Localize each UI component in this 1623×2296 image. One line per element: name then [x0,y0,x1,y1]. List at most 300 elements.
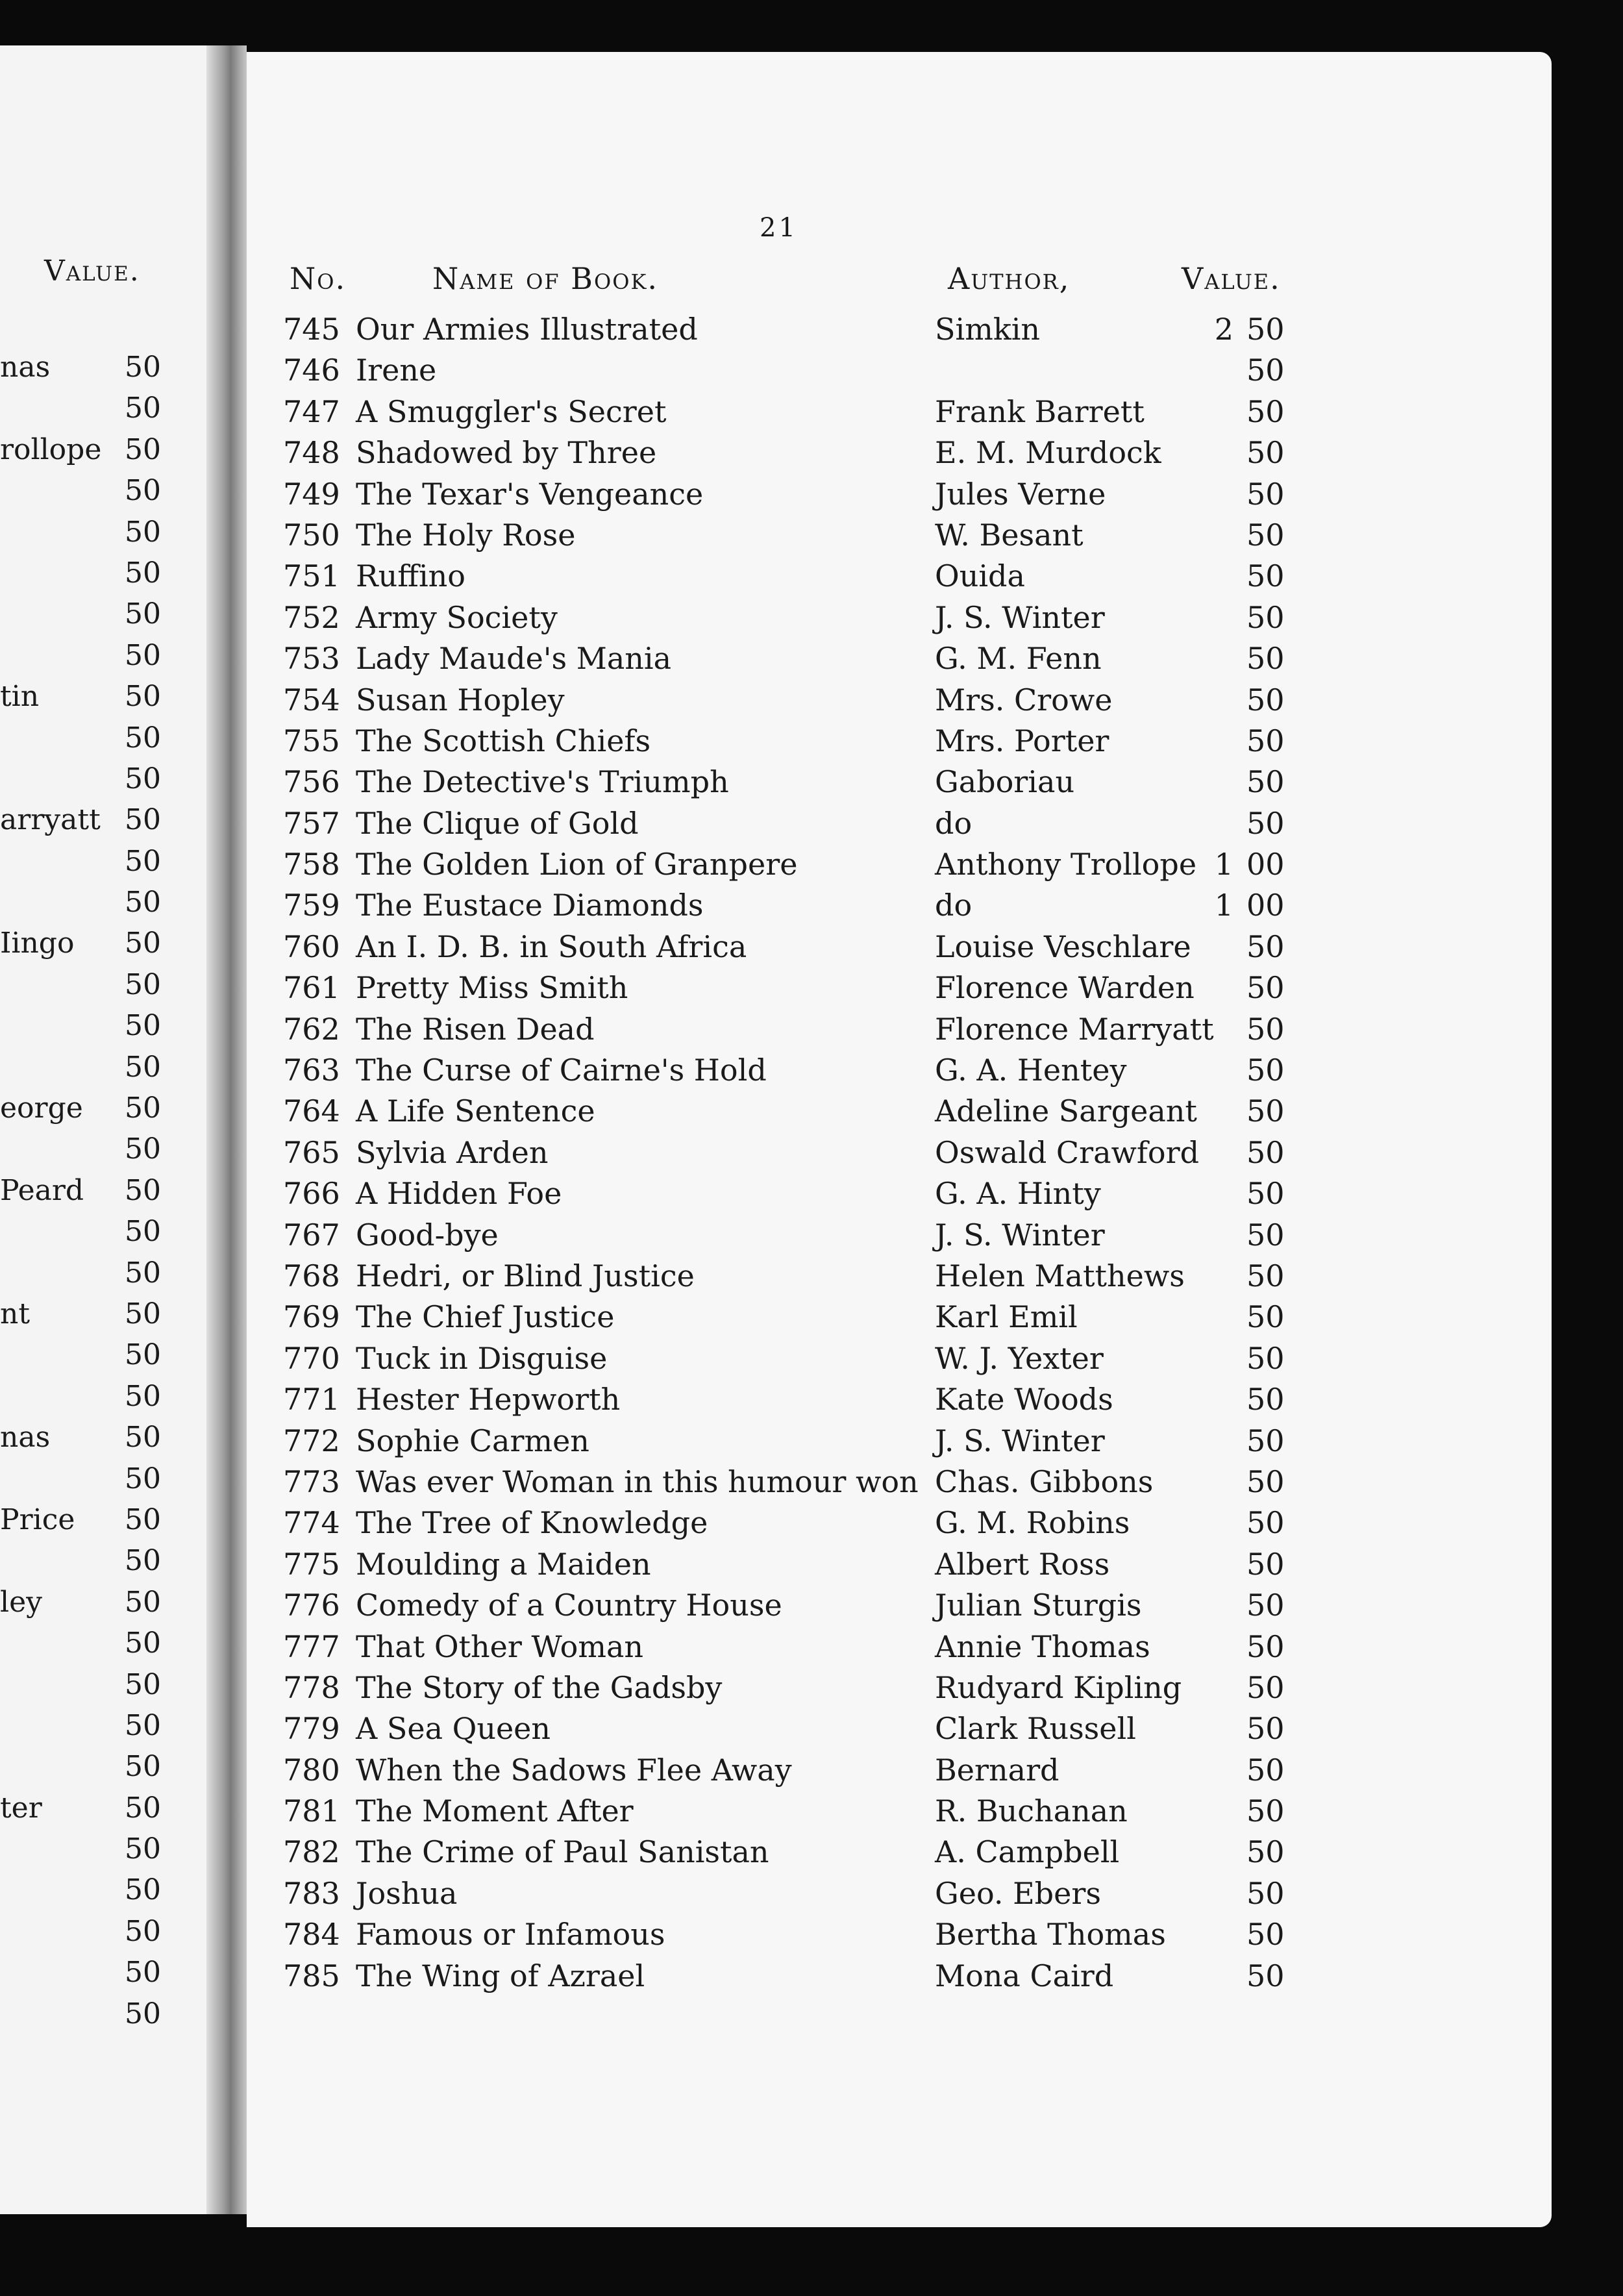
book-title: Moulding a Maiden [356,1546,651,1582]
value-cents: 50 [1246,764,1285,800]
left-row-value: 50 [125,844,161,878]
book-author: W. Besant [935,517,1084,553]
left-row [0,1503,206,1544]
book-title: The Scottish Chiefs [356,723,651,758]
value-cents: 50 [1246,1134,1285,1170]
left-row-value: 50 [125,721,161,755]
value-cents: 50 [1246,393,1285,429]
left-row-value: 50 [125,1173,161,1207]
left-row [0,556,206,597]
book-title: The Chief Justice [356,1299,615,1335]
book-author: Simkin [935,312,1041,347]
book-title: Hedri, or Blind Justice [356,1258,695,1293]
book-number: 773 [283,1464,340,1499]
value-cents: 50 [1246,1093,1285,1129]
book-title: Famous or Infamous [356,1917,665,1953]
left-row-fragment: nas [0,1421,51,1454]
book-number: 745 [283,312,340,347]
value-cents: 50 [1246,435,1285,471]
left-row-value: 50 [125,638,161,672]
book-author: Annie Thomas [935,1628,1150,1664]
book-number: 758 [283,847,340,882]
book-number: 766 [283,1176,340,1212]
book-title: An I. D. B. in South Africa [356,929,747,964]
value-cents: 50 [1246,641,1285,677]
book-number: 783 [283,1875,340,1911]
value-cents: 50 [1246,1752,1285,1788]
book-title: Susan Hopley [356,682,565,718]
left-row [0,597,206,638]
table-row [247,558,1552,599]
table-row [247,1547,1552,1588]
left-row-fragment: ter [0,1791,42,1825]
table-row [247,1588,1552,1628]
book-title: A Life Sentence [356,1093,595,1129]
book-title: The Texar's Vengeance [356,476,704,512]
left-row [0,1256,206,1297]
book-list [247,312,1552,1999]
table-row [247,477,1552,518]
value-cents: 50 [1246,1958,1285,1993]
left-row-value: 50 [125,515,161,549]
book-number: 774 [283,1505,340,1541]
book-number: 771 [283,1382,340,1417]
book-number: 755 [283,723,340,758]
value-cents: 50 [1246,558,1285,594]
left-row [0,1791,206,1832]
left-row [0,1051,206,1092]
book-title: Ruffino [356,558,465,594]
book-number: 763 [283,1053,340,1088]
book-title: Sophie Carmen [356,1423,589,1458]
value-cents: 50 [1246,805,1285,841]
book-number: 761 [283,970,340,1006]
book-number: 785 [283,1958,340,1993]
left-row-fragment: nt [0,1297,31,1330]
left-row-value: 50 [125,556,161,590]
left-row-value: 50 [125,1708,161,1742]
book-author: G. M. Robins [935,1505,1130,1541]
left-row-value: 50 [125,1956,161,1990]
left-row-value: 50 [125,1421,161,1454]
book-number: 760 [283,929,340,964]
value-cents: 50 [1246,1669,1285,1705]
table-row [247,1012,1552,1053]
left-row [0,1873,206,1914]
book-author: Frank Barrett [935,393,1145,429]
table-row [247,1958,1552,1999]
book-title: When the Sadows Flee Away [356,1752,792,1788]
book-author: G. M. Fenn [935,641,1102,677]
table-row [247,888,1552,929]
book-number: 770 [283,1340,340,1376]
table-row [247,1176,1552,1217]
book-title: Army Society [356,599,558,635]
left-row-value: 50 [125,680,161,714]
left-row [0,516,206,556]
table-row [247,1876,1552,1917]
book-number: 759 [283,888,340,923]
left-row-fragment: tin [0,680,40,714]
book-title: The Detective's Triumph [356,764,729,800]
left-row [0,1750,206,1791]
value-cents: 50 [1246,599,1285,635]
book-number: 754 [283,682,340,718]
book-title: The Golden Lion of Granpere [356,847,798,882]
book-number: 764 [283,1093,340,1129]
book-author: Albert Ross [935,1546,1110,1582]
header-author: Author, [948,261,1071,296]
book-title: The Eustace Diamonds [356,888,704,923]
left-row [0,1215,206,1256]
value-cents: 50 [1246,1382,1285,1417]
book-author: G. A. Hinty [935,1176,1101,1212]
left-row-value: 50 [125,967,161,1001]
book-author: E. M. Murdock [935,435,1161,471]
book-number: 772 [283,1423,340,1458]
left-row-fragment: Peard [0,1173,84,1207]
book-author: Florence Marryatt [935,1011,1214,1047]
book-number: 750 [283,517,340,553]
book-author: Helen Matthews [935,1258,1185,1293]
book-title: Pretty Miss Smith [356,970,628,1006]
book-author: Bertha Thomas [935,1917,1166,1953]
right-page [247,52,1552,2227]
left-row [0,1832,206,1873]
value-cents: 50 [1246,1258,1285,1293]
left-row [0,1092,206,1132]
table-row [247,312,1552,353]
left-row-value: 50 [125,886,161,919]
left-row [0,1338,206,1379]
book-number: 782 [283,1834,340,1870]
left-row [0,927,206,967]
value-dollars: 2 [1214,312,1233,347]
value-cents: 00 [1246,847,1285,882]
value-dollars: 1 [1214,888,1233,923]
value-cents: 50 [1246,1628,1285,1664]
book-title: The Clique of Gold [356,805,639,841]
value-cents: 50 [1246,312,1285,347]
left-row-value: 50 [125,1750,161,1784]
table-row [247,929,1552,970]
left-row-value: 50 [125,432,161,466]
left-row-value: 50 [125,1050,161,1084]
book-author: Jules Verne [935,476,1106,512]
book-title: Hester Hepworth [356,1382,621,1417]
book-title: A Sea Queen [356,1711,551,1747]
left-row-fragment: nas [0,351,51,384]
book-title: Shadowed by Three [356,435,657,471]
value-cents: 50 [1246,1464,1285,1499]
page-number: 21 [760,213,798,243]
book-author: Rudyard Kipling [935,1669,1182,1705]
left-row-value: 50 [125,1256,161,1290]
value-cents: 50 [1246,929,1285,964]
value-cents: 50 [1246,1588,1285,1623]
value-cents: 50 [1246,1176,1285,1212]
left-row [0,474,206,515]
left-row-value: 50 [125,1667,161,1701]
left-row-fragment: ley [0,1585,42,1619]
left-row-value: 50 [125,1503,161,1536]
left-row [0,1380,206,1421]
book-author: Adeline Sargeant [935,1093,1197,1129]
book-number: 747 [283,393,340,429]
left-row-value: 50 [125,1379,161,1413]
left-row-value: 50 [125,351,161,384]
table-row [247,1629,1552,1670]
value-cents: 50 [1246,353,1285,388]
table-row [247,764,1552,805]
left-row [0,1586,206,1627]
left-row-value: 50 [125,597,161,631]
book-number: 780 [283,1752,340,1788]
left-row-value: 50 [125,392,161,425]
book-number: 746 [283,353,340,388]
value-cents: 50 [1246,1299,1285,1335]
table-row [247,1834,1552,1875]
table-row [247,1382,1552,1423]
book-number: 779 [283,1711,340,1747]
left-row-value: 50 [125,1297,161,1330]
value-cents: 50 [1246,1423,1285,1458]
left-row-fragment: Price [0,1503,75,1536]
left-row [0,639,206,680]
table-row [247,970,1552,1011]
table-row [247,1258,1552,1299]
book-number: 749 [283,476,340,512]
table-row [247,353,1552,393]
book-number: 784 [283,1917,340,1953]
left-row [0,1915,206,1956]
table-row [247,1135,1552,1176]
book-author: Mrs. Crowe [935,682,1113,718]
book-author: Kate Woods [935,1382,1113,1417]
book-title: Was ever Woman in this humour won [356,1464,919,1499]
left-row [0,1956,206,1997]
book-author: do [935,888,973,923]
value-cents: 50 [1246,723,1285,758]
book-title: The Tree of Knowledge [356,1505,708,1541]
value-cents: 50 [1246,1793,1285,1829]
left-row [0,1174,206,1215]
value-cents: 50 [1246,682,1285,718]
book-gutter [206,45,247,2214]
book-title: That Other Woman [356,1628,644,1664]
table-row [247,847,1552,888]
value-cents: 50 [1246,1053,1285,1088]
left-row-value: 50 [125,927,161,960]
book-title: Irene [356,353,437,388]
left-rows [0,351,206,2038]
book-author: Ouida [935,558,1025,594]
table-row [247,1093,1552,1134]
book-author: Louise Veschlare [935,929,1191,964]
book-author: Mrs. Porter [935,723,1109,758]
left-row [0,433,206,474]
left-row-value: 50 [125,1338,161,1372]
book-title: The Story of the Gadsby [356,1669,723,1705]
value-cents: 50 [1246,1834,1285,1870]
book-title: A Smuggler's Secret [356,393,667,429]
table-row [247,1341,1552,1382]
book-title: Joshua [356,1875,458,1911]
table-row [247,435,1552,476]
book-title: The Risen Dead [356,1011,595,1047]
book-number: 752 [283,599,340,635]
book-author: A. Campbell [935,1834,1120,1870]
left-row [0,1297,206,1338]
left-row-value: 50 [125,1544,161,1578]
left-row-value: 50 [125,1832,161,1866]
table-row [247,1917,1552,1958]
table-row [247,1464,1552,1505]
table-row [247,806,1552,847]
table-row [247,641,1552,682]
left-row-value: 50 [125,1092,161,1125]
left-row-value: 50 [125,803,161,837]
value-cents: 50 [1246,1917,1285,1953]
left-row-fragment: Iingo [0,927,75,960]
book-author: Oswald Crawford [935,1134,1200,1170]
value-cents: 50 [1246,517,1285,553]
left-row [0,803,206,844]
book-title: The Curse of Cairne's Hold [356,1053,767,1088]
book-author: Clark Russell [935,1711,1136,1747]
table-row [247,1217,1552,1258]
left-row-value: 50 [125,1462,161,1495]
left-row-value: 50 [125,762,161,795]
book-title: A Hidden Foe [356,1176,562,1212]
book-author: G. A. Hentey [935,1053,1127,1088]
left-row [0,392,206,432]
table-row [247,518,1552,558]
book-author: J. S. Winter [935,1217,1105,1253]
book-number: 765 [283,1134,340,1170]
left-row-value: 50 [125,1132,161,1166]
book-author: Karl Emil [935,1299,1078,1335]
left-row [0,886,206,927]
book-title: Sylvia Arden [356,1134,549,1170]
left-row-fragment: rollope [0,432,102,466]
value-cents: 50 [1246,1711,1285,1747]
left-row-value: 50 [125,1215,161,1249]
left-row-value: 50 [125,1997,161,2030]
table-row [247,1505,1552,1546]
book-number: 748 [283,435,340,471]
book-author: W. J. Yexter [935,1340,1104,1376]
book-number: 756 [283,764,340,800]
book-author: Julian Sturgis [935,1588,1142,1623]
left-row [0,1421,206,1462]
book-number: 751 [283,558,340,594]
book-author: J. S. Winter [935,1423,1105,1458]
book-title: The Wing of Azrael [356,1958,645,1993]
book-number: 762 [283,1011,340,1047]
book-title: Lady Maude's Mania [356,641,672,677]
book-number: 757 [283,805,340,841]
book-number: 777 [283,1628,340,1664]
value-dollars: 1 [1214,847,1233,882]
left-row-value: 50 [125,1791,161,1825]
table-row [247,1793,1552,1834]
book-author: J. S. Winter [935,599,1105,635]
book-author: Chas. Gibbons [935,1464,1154,1499]
left-row [0,968,206,1009]
book-author: Anthony Trollope [935,847,1197,882]
value-cents: 50 [1246,970,1285,1006]
book-author: Geo. Ebers [935,1875,1101,1911]
book-number: 776 [283,1588,340,1623]
book-author: Florence Warden [935,970,1195,1006]
book-author: R. Buchanan [935,1793,1128,1829]
table-row [247,394,1552,435]
table-row [247,600,1552,641]
table-row [247,1753,1552,1793]
value-cents: 50 [1246,1546,1285,1582]
book-number: 767 [283,1217,340,1253]
value-cents: 50 [1246,1340,1285,1376]
book-title: Good-bye [356,1217,499,1253]
left-row-fragment: arryatt [0,803,101,837]
value-cents: 50 [1246,1011,1285,1047]
book-number: 769 [283,1299,340,1335]
book-author: do [935,805,973,841]
book-author: Mona Caird [935,1958,1114,1993]
book-title: The Moment After [356,1793,634,1829]
table-row [247,1053,1552,1093]
table-row [247,682,1552,723]
left-row [0,1132,206,1173]
left-row-value: 50 [125,1873,161,1907]
book-number: 778 [283,1669,340,1705]
left-row [0,1009,206,1050]
left-row [0,721,206,762]
value-cents: 50 [1246,476,1285,512]
table-row [247,1423,1552,1464]
header-no: No. [290,261,347,296]
book-author: Bernard [935,1752,1059,1788]
left-value-header: Value. [44,255,140,288]
value-cents: 50 [1246,1505,1285,1541]
left-row [0,1668,206,1709]
left-row-value: 50 [125,1585,161,1619]
book-number: 768 [283,1258,340,1293]
left-row [0,1997,206,2038]
book-title: Tuck in Disguise [356,1340,608,1376]
book-title: The Holy Rose [356,517,576,553]
left-page [0,45,206,2214]
left-row [0,845,206,886]
table-row [247,1670,1552,1711]
book-title: The Crime of Paul Sanistan [356,1834,769,1870]
value-cents: 50 [1246,1875,1285,1911]
left-row [0,1627,206,1667]
left-row [0,1462,206,1503]
left-row [0,1709,206,1750]
table-row [247,723,1552,764]
table-row [247,1711,1552,1752]
left-row-value: 50 [125,1914,161,1948]
value-cents: 50 [1246,1217,1285,1253]
book-number: 775 [283,1546,340,1582]
table-row [247,1299,1552,1340]
book-author: Gaboriau [935,764,1075,800]
header-value: Value. [1182,261,1281,296]
value-cents: 00 [1246,888,1285,923]
left-row [0,351,206,392]
